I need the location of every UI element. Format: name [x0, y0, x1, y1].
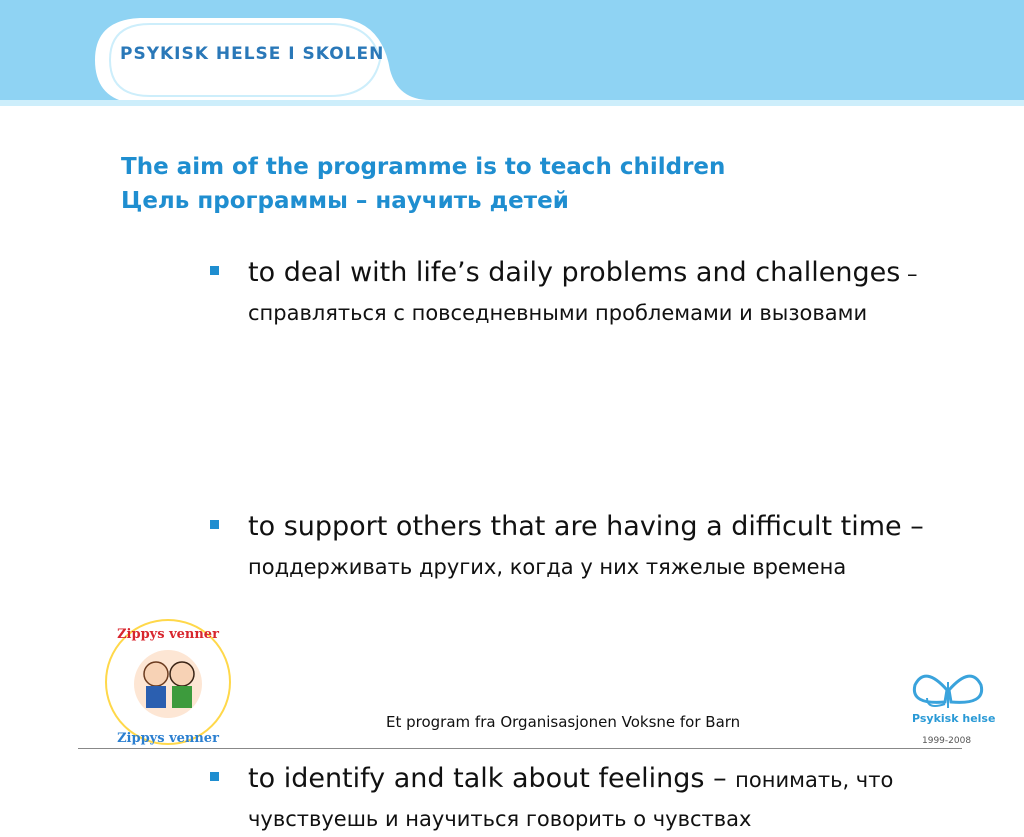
- header-band: [0, 0, 1024, 130]
- bullet-item-3: [210, 759, 930, 837]
- zippy-logo-text-bottom: Zippys venner: [117, 731, 219, 746]
- brand-title: PSYKISK HELSE I SKOLEN: [120, 44, 385, 64]
- psykisk-helse-logo-text: Psykisk helse: [912, 712, 996, 725]
- bullet-square-icon: [210, 772, 219, 781]
- bullet-square-icon: [210, 520, 219, 529]
- bullet-square-icon: [210, 266, 219, 275]
- bullet-2-en: to support others that are having a difficult time –: [248, 511, 924, 542]
- title-english: The aim of the programme is to teach children: [121, 154, 726, 180]
- bullet-2-ru: поддерживать других, когда у них тяжелые времена: [248, 555, 847, 579]
- zippy-logo-text: Zippys venner: [117, 627, 219, 642]
- bullet-item-2: [210, 507, 930, 585]
- psykisk-helse-years: 1999-2008: [922, 736, 972, 746]
- zippys-venner-logo: [96, 612, 246, 752]
- bullet-1-en: to deal with life’s daily problems and challenges: [248, 257, 901, 288]
- footer-text: Et program fra Organisasjonen Voksne for Barn: [386, 713, 741, 731]
- bullet-item-1: [210, 253, 930, 331]
- bullet-1-ru: – справляться с повседневными проблемами и вызовами: [248, 262, 918, 325]
- title-russian: Цель программы – научить детей: [121, 188, 569, 214]
- bullet-3-en: to identify and talk about feelings –: [248, 763, 736, 794]
- slide-title: [121, 150, 725, 218]
- bullet-3-ru: понимать, что чувствуешь и научиться говорить о чувствах: [248, 768, 894, 831]
- footer-divider: [78, 748, 962, 749]
